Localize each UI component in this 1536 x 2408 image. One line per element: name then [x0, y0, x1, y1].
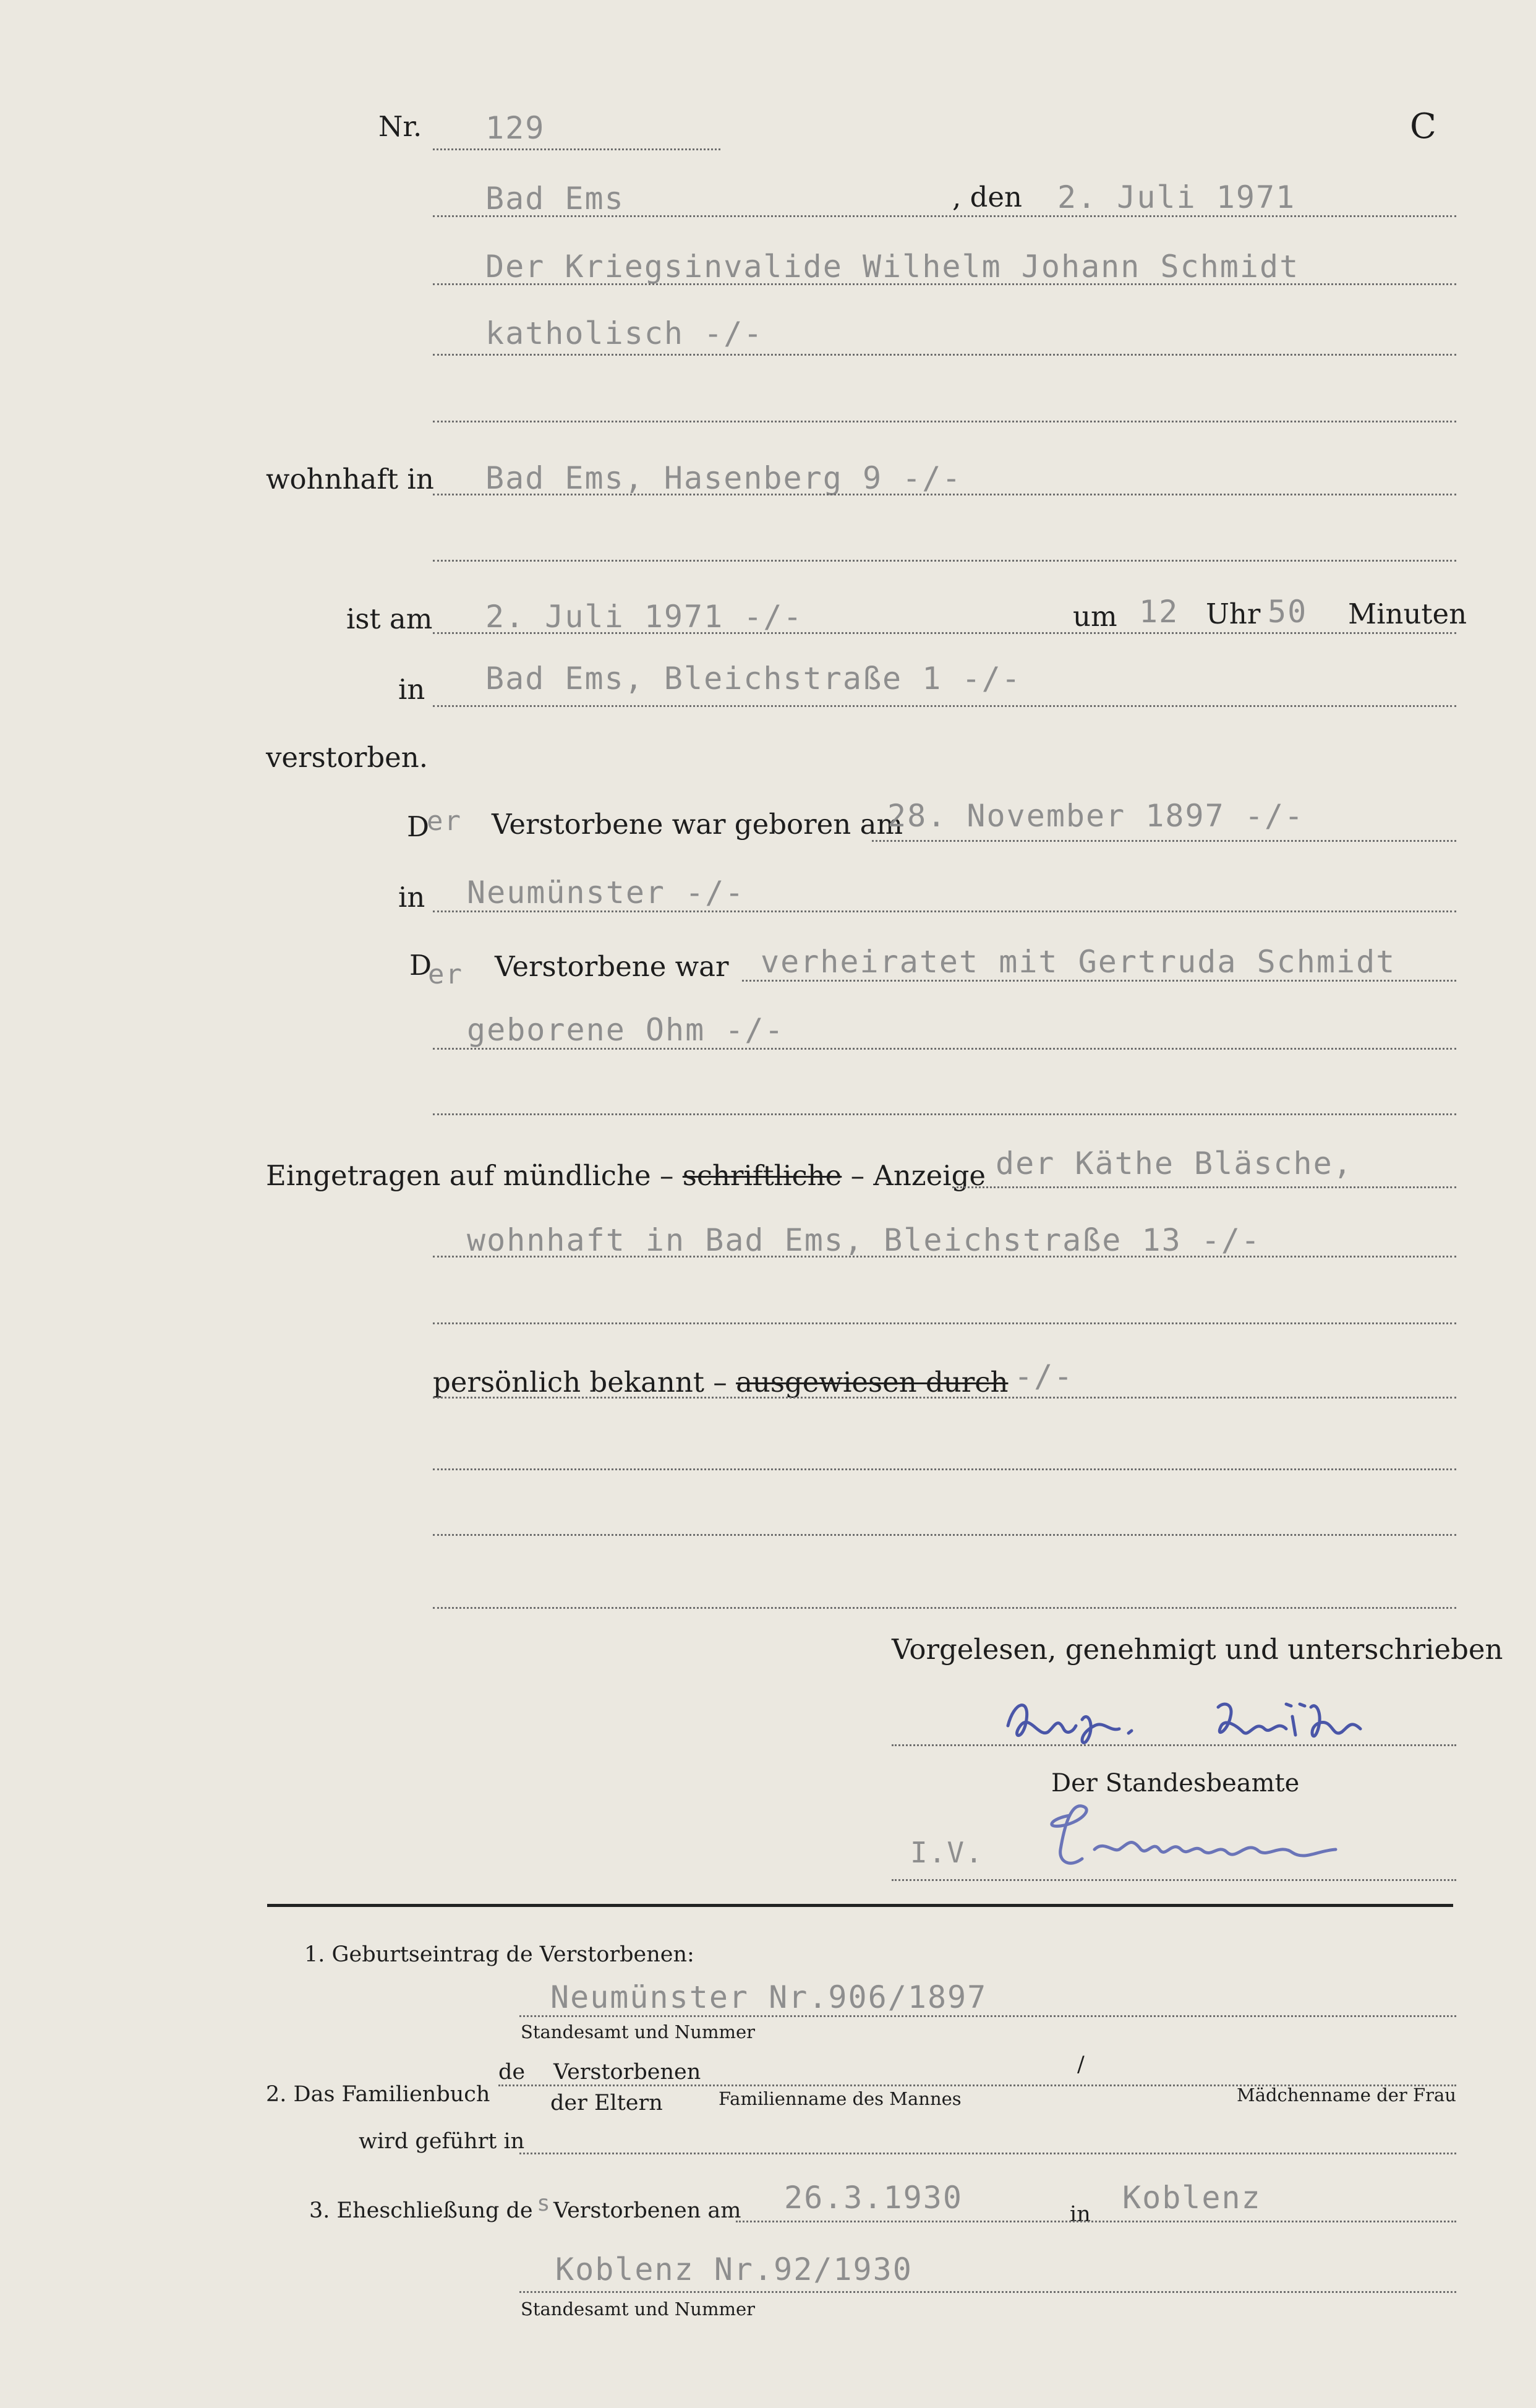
birth-prefix-typed: er [427, 805, 462, 837]
um-label: um [1073, 600, 1117, 633]
death-minutes: 50 [1268, 594, 1308, 630]
marital-prefix-d: D [409, 949, 432, 982]
line-birth-date [872, 840, 1456, 842]
verstorben-label: verstorben. [266, 741, 429, 774]
item3-s: s [537, 2191, 552, 2216]
death-in-label: in [398, 673, 425, 706]
form-letter: C [1410, 106, 1436, 147]
date-value: 2. Juli 1971 [1057, 179, 1296, 215]
item1-label [304, 1942, 694, 1967]
birth-in-label: in [398, 881, 425, 914]
registration-label-struck: schriftliche [682, 1159, 842, 1192]
registrar-label: Der Standesbeamte [1051, 1769, 1300, 1797]
line-blank-6 [433, 1534, 1456, 1536]
registration-label [266, 1159, 986, 1192]
line-marital [742, 980, 1456, 982]
line-item3 [736, 2221, 1456, 2222]
nr-line [433, 148, 720, 150]
line-residence [433, 494, 1456, 495]
line-informant [952, 1186, 1456, 1188]
registration-label-b: – Anzeige [850, 1159, 986, 1192]
marital-label: Verstorbene war [495, 950, 729, 983]
informant-name: der Käthe Bläsche, [996, 1146, 1353, 1181]
item1-label-a: 1. Geburtseintrag de [304, 1942, 533, 1967]
iv-label: I.V. [910, 1836, 984, 1869]
item1-caption: Standesamt und Nummer [521, 2021, 755, 2042]
registrar-signature [1026, 1781, 1422, 1880]
line-blank-3 [433, 1113, 1456, 1115]
line-religion [433, 354, 1456, 356]
birth-label: Verstorbene war geboren am [492, 808, 903, 841]
line-informant-address [433, 1256, 1456, 1258]
marital-prefix-typed: er [428, 959, 463, 990]
item2-de: de [498, 2060, 526, 2085]
line-death-place [433, 705, 1456, 707]
line-person [433, 283, 1456, 285]
item3-mid: Verstorbenen am [553, 2198, 741, 2223]
residence-value: Bad Ems, Hasenberg 9 -/- [485, 460, 962, 496]
line-informant-signature [892, 1744, 1456, 1746]
known-label [433, 1366, 1008, 1399]
item3-date: 26.3.1930 [784, 2180, 963, 2216]
nr-value: 129 [485, 110, 545, 146]
line-marital-2 [433, 1048, 1456, 1050]
line-blank-2 [433, 560, 1456, 562]
line-blank-7 [433, 1607, 1456, 1609]
item2-mann-caption: Familienname des Mannes [719, 2088, 962, 2109]
line-registrar-signature [892, 1879, 1456, 1881]
line-birth-place [433, 910, 1456, 912]
minuten-label: Minuten [1348, 598, 1467, 630]
religion-value: katholisch -/- [485, 315, 764, 351]
line-blank-5 [433, 1468, 1456, 1470]
death-date-label: ist am [346, 602, 433, 635]
footer-rule [267, 1904, 1453, 1907]
item2-label: 2. Das Familienbuch [266, 2082, 490, 2107]
marital-value: verheiratet mit Gertruda Schmidt [761, 944, 1396, 980]
line-item3-value [519, 2291, 1456, 2293]
nr-label: Nr. [378, 110, 422, 143]
item1-label-suffix: Verstorbenen: [539, 1942, 694, 1967]
item3-value: Koblenz Nr.92/1930 [555, 2252, 913, 2287]
marital-value-2: geborene Ohm -/- [467, 1012, 785, 1048]
line-item2-wird [519, 2153, 1456, 2154]
item2-eltern: der Eltern [550, 2091, 663, 2115]
registration-label-a: Eingetragen auf mündliche – [266, 1159, 674, 1192]
person-name: Der Kriegsinvalide Wilhelm Johann Schmidt [485, 249, 1300, 285]
item3-label: 3. Eheschließung de [309, 2198, 533, 2223]
den-label: , den [952, 181, 1023, 213]
death-hour: 12 [1139, 594, 1179, 630]
read-approved-label: Vorgelesen, genehmigt und unterschrieben [892, 1633, 1503, 1666]
item2-verstorbenen: Verstorbenen [553, 2060, 701, 2085]
informant-signature [996, 1682, 1466, 1763]
known-label-struck: ausgewiesen durch [736, 1366, 1009, 1399]
uhr-label: Uhr [1206, 598, 1261, 630]
death-date: 2. Juli 1971 -/- [485, 599, 803, 635]
item3-caption: Standesamt und Nummer [521, 2299, 755, 2320]
item1-value: Neumünster Nr.906/1897 [550, 1979, 988, 2015]
line-blank-1 [433, 421, 1456, 422]
item3-in: in [1070, 2202, 1091, 2227]
known-label-a: persönlich bekannt – [433, 1366, 727, 1399]
item2-frau-caption: Mädchenname der Frau [1237, 2085, 1456, 2106]
residence-label: wohnhaft in [266, 463, 434, 495]
place-value: Bad Ems [485, 181, 625, 216]
item2-slash: / [1077, 2052, 1085, 2077]
item2-wird-label: wird geführt in [359, 2129, 525, 2154]
line-item1 [519, 2015, 1456, 2017]
birth-date: 28. November 1897 -/- [887, 798, 1305, 834]
informant-address: wohnhaft in Bad Ems, Bleichstraße 13 -/- [467, 1222, 1261, 1258]
known-value: -/- [1014, 1358, 1074, 1394]
line-death-date [433, 632, 1456, 634]
birth-place: Neumünster -/- [467, 875, 745, 910]
birth-prefix-d: D [407, 810, 430, 843]
line-known [433, 1397, 1456, 1399]
death-place: Bad Ems, Bleichstraße 1 -/- [485, 661, 1022, 696]
line-blank-4 [433, 1322, 1456, 1324]
line-place-date [433, 215, 1456, 217]
item3-place: Koblenz [1122, 2180, 1261, 2216]
